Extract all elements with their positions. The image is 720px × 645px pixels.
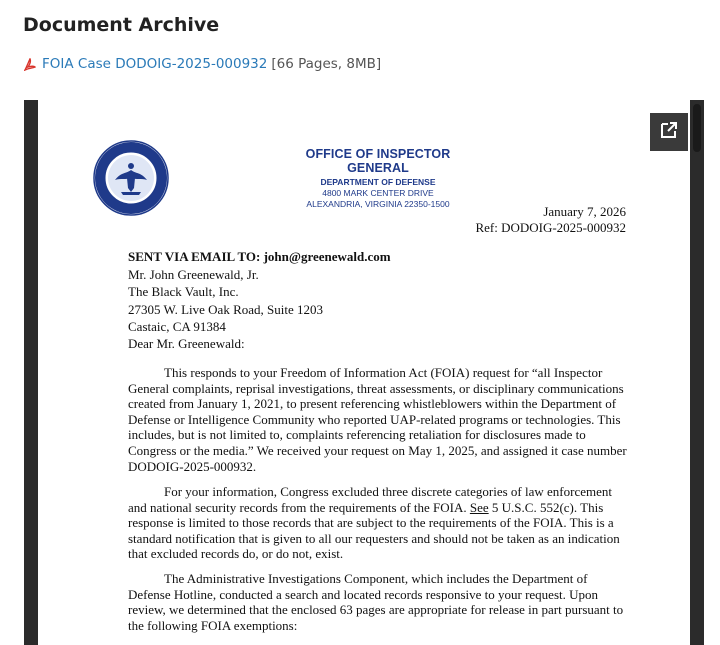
letterhead-dept: DEPARTMENT OF DEFENSE: [320, 177, 436, 187]
letterhead: [280, 147, 476, 209]
date-block: [475, 204, 626, 236]
see-citation: See: [469, 499, 489, 515]
paragraph-2-text-b: 5 U.S.C. 552(c). This response is limited to those records that are subject to the requirements of the FOIA. This is a standard notification that is given to all our requesters and should not be taken as an indication that excluded records do, or do not, exist.: [128, 499, 620, 562]
open-in-new-window-button[interactable]: [650, 113, 688, 151]
paragraph-2: [128, 484, 628, 562]
paragraph-3-text: The Administrative Investigations Component, which includes the Department of Defense Hotline, conducted a search and located records responsive to your request. Upon review, we determined that the enclosed 63 pages are appropriate for release in part pursuant to the following FOIA exemptions:: [128, 571, 624, 633]
viewer-scrollbar[interactable]: [691, 100, 703, 645]
document-page: [38, 100, 690, 645]
paragraph-1: [128, 365, 628, 474]
foia-case-file-link[interactable]: FOIA Case DODOIG-2025-000932: [42, 56, 268, 72]
dod-seal-logo: [93, 140, 169, 216]
letterhead-address-1: 4800 MARK CENTER DRIVE: [322, 188, 434, 198]
letter-date: January 7, 2026: [543, 204, 626, 219]
address-line: Mr. John Greenewald, Jr.: [128, 266, 259, 282]
salutation: Dear Mr. Greenewald:: [128, 336, 245, 351]
letter-ref: Ref: DODOIG-2025-000932: [475, 220, 626, 235]
address-line: 27305 W. Live Oak Road, Suite 1203: [128, 301, 323, 317]
paragraph-2-text-a: For your information, Congress excluded three discrete categories of law enforcement and national security records from the requirements of the FOIA.: [128, 484, 612, 515]
address-line: Castaic, CA 91384: [128, 319, 226, 334]
file-link-row: [24, 56, 381, 72]
sent-via-email: SENT VIA EMAIL TO: john@greenewald.com: [128, 249, 391, 264]
external-link-icon: [659, 120, 679, 145]
letterhead-office: OFFICE OF INSPECTOR GENERAL: [305, 147, 451, 175]
paragraph-1-text: This responds to your Freedom of Information Act (FOIA) request for “all Inspector General complaints, reprisal investigations, threat assessments, or disciplinary communications created from January 1, 2021, to present referencing whistleblowers within the Department of Defense or Intelligence Community who reported UAP-related programs or technologies. This includes, but is not limited to, complaints referencing retaliation for disclosures made to Congress or the media.” We received your request on May 1, 2025, and assigned it case number DODOIG-2025-000932.: [128, 365, 627, 474]
letterhead-address-2: ALEXANDRIA, VIRGINIA 22350-1500: [306, 199, 450, 209]
address-line: The Black Vault, Inc.: [128, 284, 239, 299]
page-title: Document Archive: [23, 14, 220, 36]
paragraph-3: [128, 571, 628, 633]
file-meta: [66 Pages, 8MB]: [271, 56, 382, 72]
scrollbar-thumb[interactable]: [693, 104, 701, 152]
recipient-address: [128, 248, 391, 336]
pdf-icon: [24, 58, 36, 71]
pdf-viewer[interactable]: [24, 100, 704, 645]
